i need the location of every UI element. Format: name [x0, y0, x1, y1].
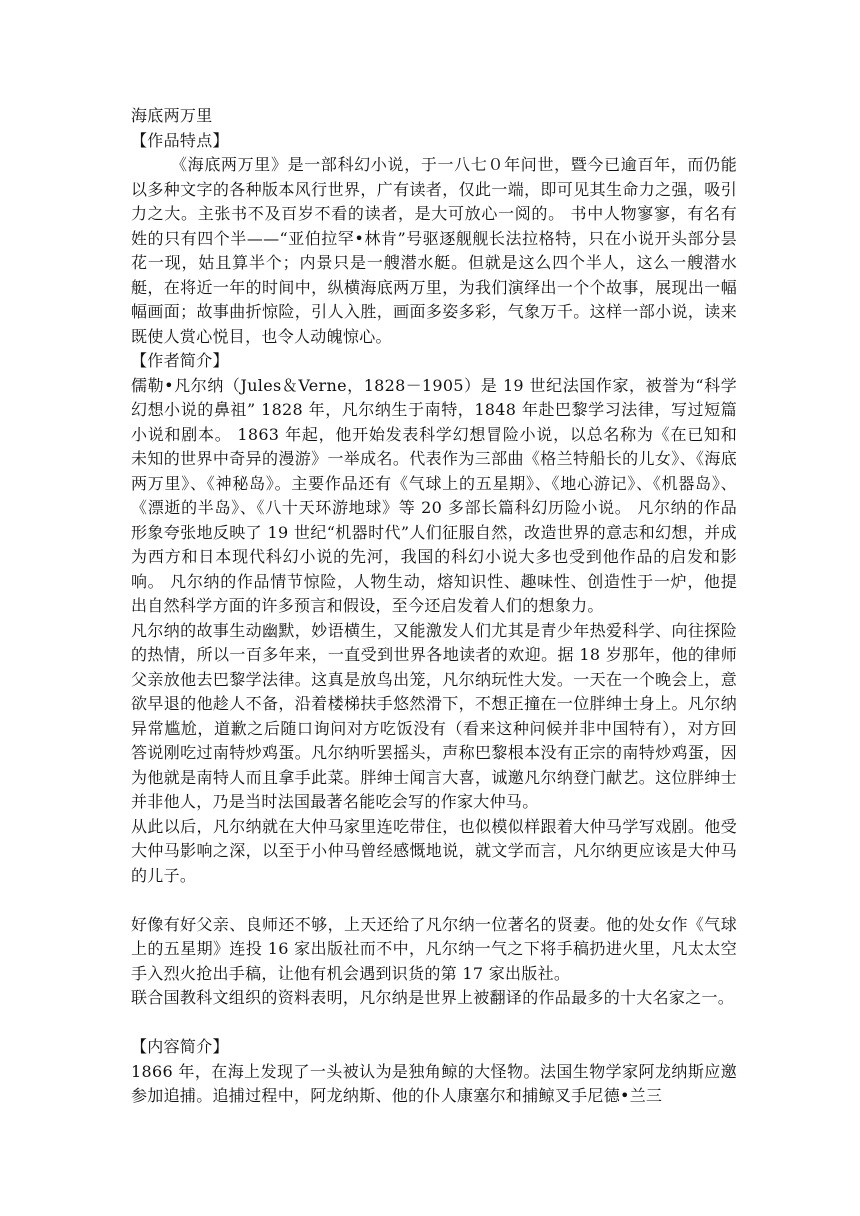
author-paragraph-1: 儒勒•凡尔纳（Jules＆Verne，1828－1905）是 19 世纪法国作家，被誉为“科学幻想小说的鼻祖” 1828 年，凡尔纳生于南特，1848 年赴巴黎学习法律，写过短篇小说和剧本。 1863 年起，他开始发表科学幻想冒险小说，以总名称为《在已知和未知的世界中奇异的漫游》一举成名。代表作为三部曲《格兰特船长的儿女》、《海底两万里》、《神秘岛》。主要作品还有《气球上的五星期》、《地心游记》、《机器岛》、《漂逝的半岛》、《八十天环游地球》等 20 多部长篇科幻历险小说。 凡尔纳的作品形象夸张地反映了 19 世纪“机器时代”人们征服自然，改造世界的意志和幻想，并成为西方和日本现代科幻小说的先河，我国的科幻小说大多也受到他作品的启发和影响。 凡尔纳的作品情节惊险，人物生动，熔知识性、趣味性、创造性于一炉，他提出自然科学方面的许多预言和假设，至今还启发着人们的想象力。 [131, 375, 737, 615]
document-title: 海底两万里 [131, 106, 213, 125]
author-paragraph-3: 从此以后，凡尔纳就在大仲马家里连吃带住，也似模似样跟着大仲马学写戏剧。他受大仲马影响之深，以至于小仲马曾经感慨地说，就文学而言，凡尔纳更应该是大仲马的儿子。 [131, 816, 737, 885]
document-body [131, 104, 737, 1109]
features-paragraph: 《海底两万里》是一部科幻小说，于一八七０年问世，暨今已逾百年，而仍能以多种文字的各种版本风行世界，广有读者，仅此一端，即可见其生命力之强，吸引力之大。主张书不及百岁不看的读者，是大可放心一阅的。 书中人物寥寥，有名有姓的只有四个半——“亚伯拉罕•林肯”号驱逐舰舰长法拉格特，只在小说开头部分昙花一现，姑且算半个；内景只是一艘潜水艇。但就是这么四个半人，这么一艘潜水艇，在将近一年的时间中，纵横海底两万里，为我们演绎出一个个故事，展现出一幅幅画面；故事曲折惊险，引人入胜，画面多姿多彩，气象万千。这样一部小说，读来既使人赏心悦目，也令人动魄惊心。 [131, 155, 737, 346]
content-heading: 【内容简介】 [131, 1037, 229, 1056]
author-paragraph-5: 联合国教科文组织的资料表明，凡尔纳是世界上被翻译的作品最多的十大名家之一。 [131, 988, 735, 1007]
paragraph-spacer [131, 888, 737, 913]
author-paragraph-2: 凡尔纳的故事生动幽默，妙语横生，又能激发人们尤其是青少年热爱科学、向往探险的热情，所以一百多年来，一直受到世界各地读者的欢迎。据 18 岁那年，他的律师父亲放他去巴黎学法律。这真是放鸟出笼，凡尔纳玩性大发。一天在一个晚会上，意欲早退的他趁人不备，沿着楼梯扶手悠然滑下，不想正撞在一位胖绅士身上。凡尔纳异常尴尬，道歉之后随口询问对方吃饭没有（看来这种问候并非中国特有），对方回答说刚吃过南特炒鸡蛋。凡尔纳听罢摇头，声称巴黎根本没有正宗的南特炒鸡蛋，因为他就是南特人而且拿手此菜。胖绅士闻言大喜，诚邀凡尔纳登门献艺。这位胖绅士并非他人，乃是当时法国最著名能吃会写的作家大仲马。 [131, 620, 737, 811]
features-heading: 【作品特点】 [131, 130, 229, 150]
author-heading: 【作者简介】 [131, 351, 229, 370]
author-paragraph-4: 好像有好父亲、良师还不够，上天还给了凡尔纳一位著名的贤妻。他的处女作《气球上的五星期》连投 16 家出版社而不中，凡尔纳一气之下将手稿扔进火里，凡太太空手入烈火抢出手稿，让他有机会遇到识货的第 17 家出版社。 [131, 914, 737, 983]
paragraph-spacer [131, 1011, 737, 1036]
content-paragraph: 1866 年，在海上发现了一头被认为是独角鲸的大怪物。法国生物学家阿龙纳斯应邀参加追捕。追捕过程中，阿龙纳斯、他的仆人康塞尔和捕鲸叉手尼德•兰三 [131, 1061, 737, 1105]
